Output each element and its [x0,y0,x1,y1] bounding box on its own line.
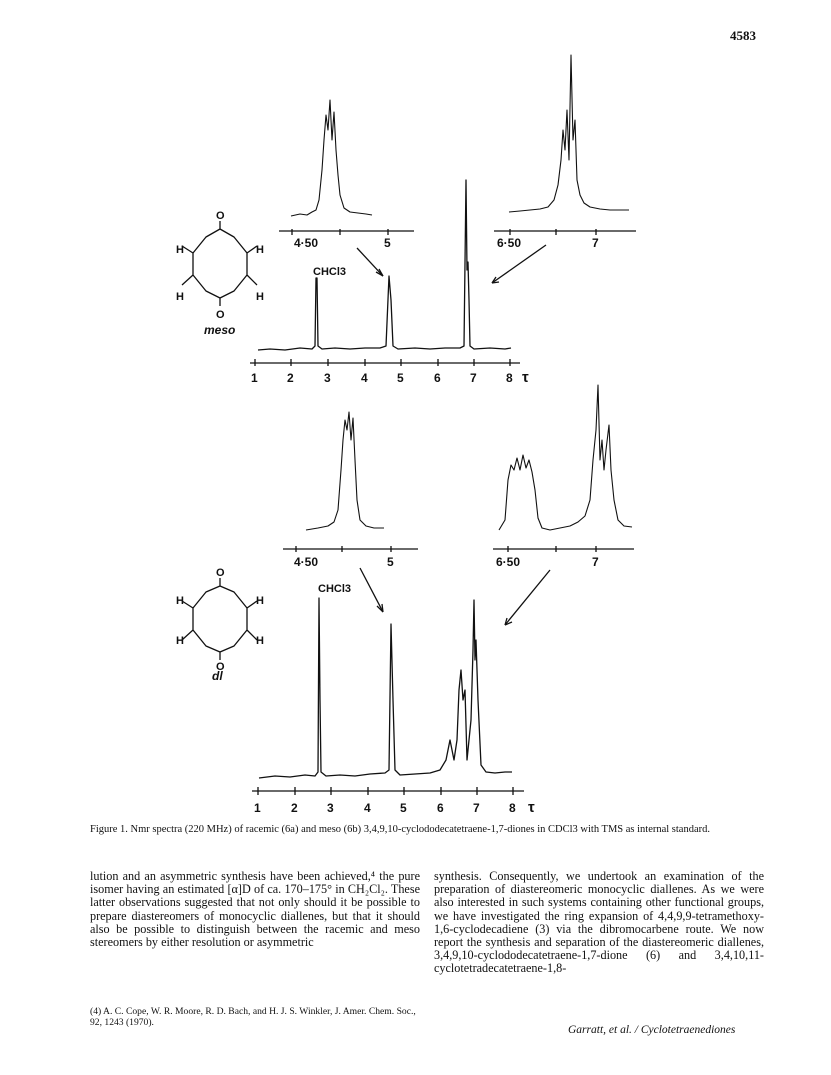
running-footer: Garratt, et al. / Cyclotetraenediones [568,1024,736,1036]
meso-atom-o2: O [216,309,225,321]
meso-main-trace [258,180,511,350]
dl-axis-tick-6: 6 [437,801,444,815]
dl-main-trace [259,598,512,778]
meso-inset-right-tick-2: 7 [592,236,599,250]
dl-inset-right-trace [499,385,632,530]
dl-axis-tick-4: 4 [364,801,371,815]
dl-axis-tick-7: 7 [473,801,480,815]
meso-atom-h3: H [176,291,184,303]
dl-inset-left-tick-2: 5 [387,555,394,569]
dl-atom-h3: H [176,635,184,647]
dl-inset-left-trace [306,412,384,530]
dl-inset-left-tick-1: 4·50 [294,555,319,569]
meso-inset-left-trace [291,100,372,216]
meso-axis-tick-6: 6 [434,371,441,385]
dl-structure [182,578,257,660]
dl-axis-tick-3: 3 [327,801,334,815]
meso-atom-o1: O [216,210,225,222]
meso-axis-tick-8: 8 [506,371,513,385]
dl-axis-tick-1: 1 [254,801,261,815]
meso-axis-tick-2: 2 [287,371,294,385]
meso-atom-h1: H [176,244,184,256]
meso-structure [182,221,257,306]
figure-caption: Figure 1. Nmr spectra (220 MHz) of racemic (6a) and meso (6b) 3,4,9,10-cyclododecatetraene-1,7-diones in CDCl3 with TMS as internal standard. [90,824,711,835]
left-column-text: lution and an asymmetric synthesis have been achieved,⁴ the pure isomer having an estimated [α]D of ca. 170–175° in CH₂Cl₂. These latter observations suggested that not only should it be possible to prepare diastereomers of monocyclic diallenes, but that it should also be possible to distinguish between the racemic and meso stereomers by either resolution or asymmetric [90,869,420,950]
meso-axis-tick-4: 4 [361,371,368,385]
dl-atom-o2: O [216,661,225,673]
left-column [90,870,420,949]
meso-axis-tick-3: 3 [324,371,331,385]
dl-axis-tick-5: 5 [400,801,407,815]
meso-inset-left-tick-1: 4·50 [294,236,319,250]
meso-axis-unit: τ [522,369,529,386]
dl-inset-right-tick-2: 7 [592,555,599,569]
page-number: 4583 [730,28,756,43]
dl-axis-tick-8: 8 [509,801,516,815]
meso-inset-right-tick-1: 6·50 [497,236,522,250]
dl-axis-tick-2: 2 [291,801,298,815]
dl-atom-h4: H [256,635,264,647]
meso-axis-tick-7: 7 [470,371,477,385]
dl-atom-h1: H [176,595,184,607]
meso-inset-right-trace [509,55,629,212]
dl-axis-unit: τ [528,799,535,816]
meso-isomer-label: meso [204,323,236,337]
meso-axis-tick-1: 1 [251,371,258,385]
dl-atom-o1: O [216,567,225,579]
right-column-text: synthesis. Consequently, we undertook an examination of the preparation of diastereomeric monocyclic diallenes. As we were also interested in such systems containing other functional groups, we have investigated the ring expansion of 4,4,9,9-tetramethoxy-1,6-cyclodecadiene (3) via the dibromocarbene route. We now report the synthesis and separation of the diastereomeric diallenes, 3,4,9,10-cyclododecatetraene-1,7-dione (6) and 3,4,10,11-cyclotetradecatetraene-1,8- [434,869,764,976]
meso-atom-h2: H [256,244,264,256]
meso-atom-h4: H [256,291,264,303]
dl-atom-h2: H [256,595,264,607]
footnote: (4) A. C. Cope, W. R. Moore, R. D. Bach, and H. J. S. Winkler, J. Amer. Chem. Soc., 92, 1243 (1970). [90,1006,416,1028]
meso-axis-tick-5: 5 [397,371,404,385]
right-column [434,870,764,976]
dl-solvent-label: CHCl3 [318,583,352,595]
dl-isomer-label: dl [212,669,223,683]
meso-inset-left-tick-2: 5 [384,236,391,250]
meso-solvent-label: CHCl3 [313,266,347,278]
dl-inset-right-tick-1: 6·50 [496,555,521,569]
